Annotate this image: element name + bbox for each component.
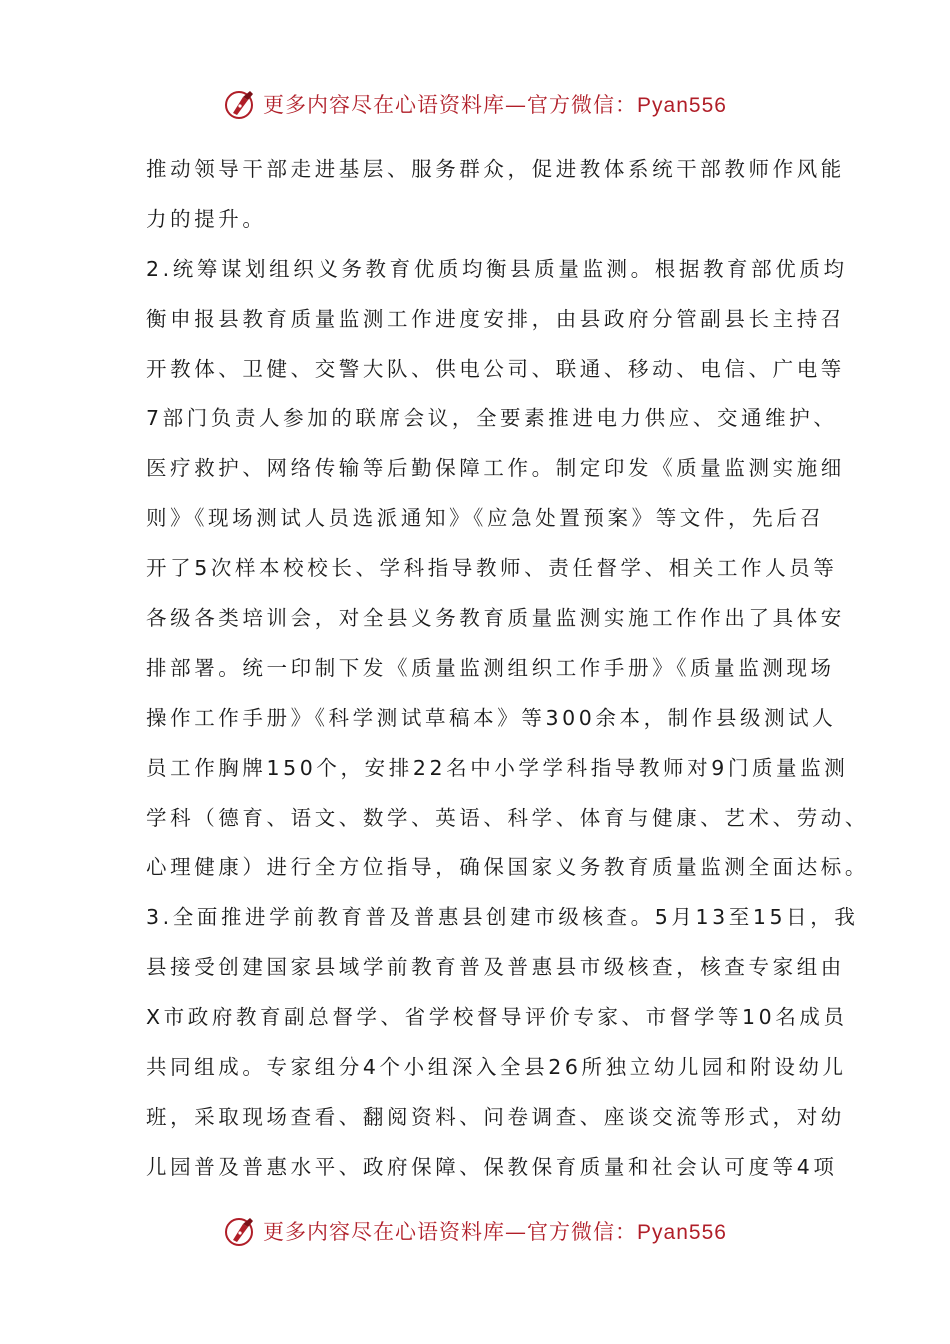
body-line: 则》《现场测试人员选派通知》《应急处置预案》等文件，先后召 — [146, 506, 825, 531]
document-body — [146, 145, 869, 1193]
footer-wechat-text: 官方微信：Pyan556 — [527, 1221, 727, 1244]
body-line: 学科（德育、语文、数学、英语、科学、体育与健康、艺术、劳动、 — [146, 805, 869, 830]
header-banner-text: 更多内容尽在心语资料库—官方微信：Pyan556 — [263, 93, 727, 117]
footer-banner-text: 更多内容尽在心语资料库—官方微信：Pyan556 — [263, 1220, 727, 1244]
body-line: 医疗救护、网络传输等后勤保障工作。制定印发《质量监测实施细 — [146, 456, 845, 481]
body-line: 开教体、卫健、交警大队、供电公司、联通、移动、电信、广电等 — [146, 356, 845, 381]
header-banner — [0, 84, 950, 124]
body-line: 开了5次样本校校长、学科指导教师、责任督学、相关工作人员等 — [146, 556, 838, 581]
body-line: 县接受创建国家县域学前教育普及普惠县市级核查，核查专家组由 — [146, 955, 845, 980]
body-line: 7部门负责人参加的联席会议，全要素推进电力供应、交通维护、 — [146, 406, 838, 431]
body-line: 儿园普及普惠水平、政府保障、保教保育质量和社会认可度等4项 — [146, 1154, 838, 1179]
body-line: 班，采取现场查看、翻阅资料、问卷调查、座谈交流等形式，对幼 — [146, 1104, 845, 1129]
body-line: 心理健康）进行全方位指导，确保国家义务教育质量监测全面达标。 — [146, 855, 869, 880]
body-line: 员工作胸牌150个，安排22名中小学学科指导教师对9门质量监测 — [146, 755, 849, 780]
body-line: 各级各类培训会，对全县义务教育质量监测实施工作作出了具体安 — [146, 606, 845, 631]
body-line: 共同组成。专家组分4个小组深入全县26所独立幼儿园和附设幼儿 — [146, 1055, 847, 1080]
body-line: 推动领导干部走进基层、服务群众，促进教体系统干部教师作风能 — [146, 157, 845, 181]
body-line: X市政府教育副总督学、省学校督导评价专家、市督学等10名成员 — [146, 1005, 848, 1030]
header-wechat-text: 官方微信：Pyan556 — [527, 94, 727, 117]
body-line: 2.统筹谋划组织义务教育优质均衡县质量监测。根据教育部优质均 — [146, 256, 848, 281]
pen-nib-icon — [223, 1214, 257, 1248]
pen-nib-icon — [223, 87, 257, 121]
body-line: 衡申报县教育质量监测工作进度安排，由县政府分管副县长主持召 — [146, 306, 845, 331]
body-line: 3.全面推进学前教育普及普惠县创建市级核查。5月13至15日，我 — [146, 905, 859, 930]
body-line: 排部署。统一印制下发《质量监测组织工作手册》《质量监测现场 — [146, 655, 835, 680]
body-line: 力的提升。 — [146, 206, 267, 231]
body-line: 操作工作手册》《科学测试草稿本》等300余本，制作县级测试人 — [146, 705, 837, 730]
footer-banner — [0, 1211, 950, 1251]
